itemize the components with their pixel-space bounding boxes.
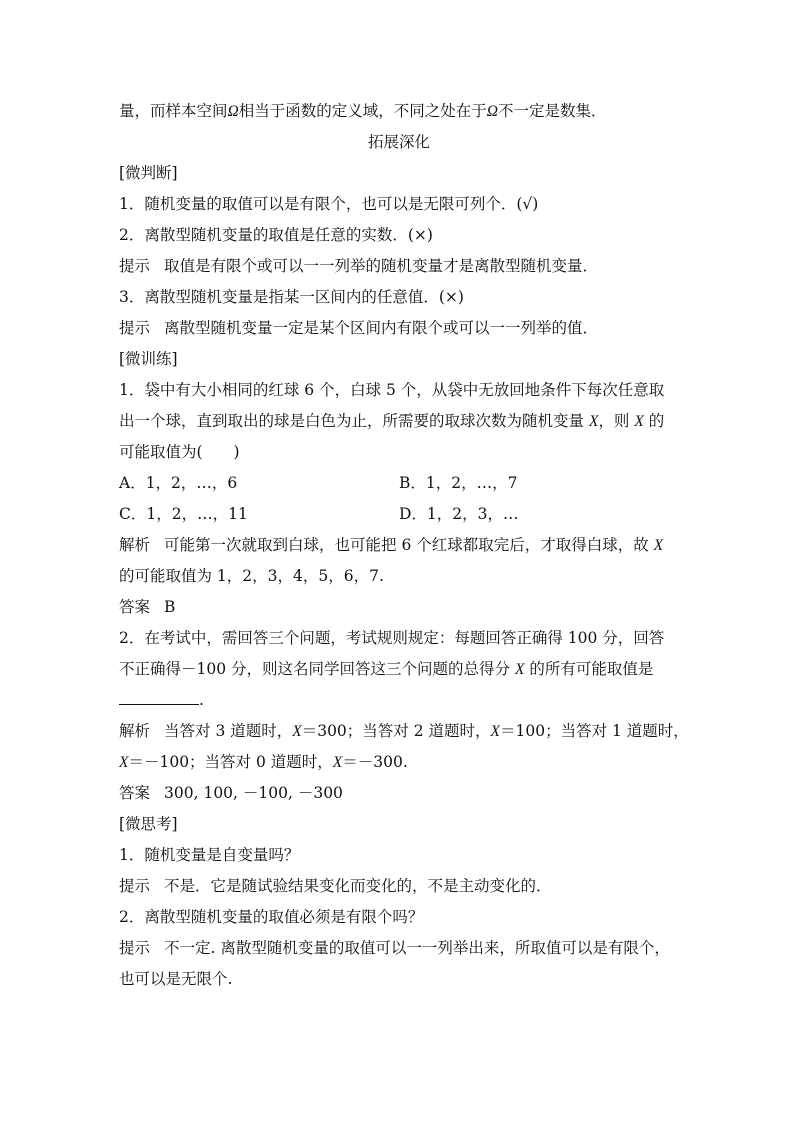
- omega-symbol: Ω: [227, 103, 239, 120]
- answer-blank: [119, 686, 199, 705]
- q2-analysis-line-1: [119, 716, 689, 747]
- hint-label: 提示: [119, 257, 151, 275]
- variable-x: X: [653, 537, 664, 554]
- q1-analysis-line-2: 的可能取值为 1，2，3，4，5，6，7.: [119, 567, 384, 585]
- q1-text: 的: [643, 412, 665, 430]
- analysis-text: 可能第一次就取到白球，也可能把 6 个红球都取完后，才取得白球，故: [164, 536, 654, 554]
- analysis-label: 解析: [119, 722, 151, 740]
- analysis-label: 解析: [119, 536, 151, 554]
- judge-header: [微判断]: [119, 164, 178, 182]
- hint-text: 不是．它是随试验结果变化而变化的，不是主动变化的．: [164, 877, 552, 895]
- judge-item-1: 1．随机变量的取值可以是有限个，也可以是无限可列个．(√): [119, 195, 539, 213]
- option-d: D．1，2，3，…: [399, 505, 519, 523]
- analysis-text: ＝－100；当答对 0 道题时，: [128, 753, 333, 771]
- option-b: B．1，2，…，7: [399, 474, 518, 492]
- document-page: [119, 96, 689, 995]
- hint-text: 不一定. 离散型随机变量的取值可以一一列举出来，所取值可以是有限个，: [164, 939, 670, 957]
- hint-label: 提示: [119, 877, 151, 895]
- omega-symbol: Ω: [486, 103, 498, 120]
- q1-answer: [119, 592, 679, 623]
- q2-end: .: [199, 691, 204, 709]
- judge-hint-1: [119, 251, 679, 282]
- train-header: [微训练]: [119, 350, 178, 368]
- q1-text: 出一个球，直到取出的球是白色为止，所需要的取球次数为随机变量: [119, 412, 589, 430]
- intro-paragraph: [119, 96, 679, 127]
- train-q2-line-3: [119, 685, 679, 716]
- variable-x: X: [490, 723, 500, 740]
- train-q1-line-1: 1．袋中有大小相同的红球 6 个，白球 5 个，从袋中无放回地条件下每次任意取: [119, 381, 665, 399]
- analysis-text: ＝100；当答对 1 道题时，: [499, 722, 689, 740]
- judge-item-3: 3．离散型随机变量是指某一区间内的任意值．(×): [119, 288, 464, 306]
- answer-value: 300, 100, －100, －300: [164, 784, 343, 802]
- think-header: [微思考]: [119, 815, 178, 833]
- think-hint-1: [119, 871, 679, 902]
- variable-x: X: [588, 413, 599, 430]
- variable-x: X: [119, 754, 129, 771]
- intro-text-3: 不一定是数集．: [497, 102, 607, 120]
- intro-text-1: 量，而样本空间: [119, 102, 228, 120]
- train-q2-line-2: [119, 654, 679, 685]
- option-c: C．1，2，…，11: [119, 505, 248, 523]
- q2-analysis-line-2: [119, 747, 679, 778]
- q1-analysis-line-1: [119, 530, 679, 561]
- q1-text: ，则: [598, 412, 635, 430]
- judge-hint-2: [119, 313, 679, 344]
- q1-options-row-1: [119, 468, 679, 499]
- hint-text: 取值是有限个或可以一一列举的随机变量才是离散型随机变量．: [164, 257, 599, 275]
- train-q2-line-1: 2．在考试中，需回答三个问题，考试规则规定：每题回答正确得 100 分，回答: [119, 629, 665, 647]
- think-hint-2-line-2: 也可以是无限个.: [119, 970, 233, 988]
- analysis-text: ＝－300.: [342, 753, 408, 771]
- think-q2: 2．离散型随机变量的取值必须是有限个吗？: [119, 908, 424, 926]
- hint-label: 提示: [119, 939, 151, 957]
- think-q1: 1．随机变量是自变量吗？: [119, 846, 300, 864]
- answer-label: 答案: [119, 784, 151, 802]
- variable-x: X: [292, 723, 302, 740]
- variable-x: X: [514, 661, 525, 678]
- q2-answer: [119, 778, 679, 809]
- variable-x: X: [332, 754, 343, 771]
- hint-label: 提示: [119, 319, 151, 337]
- answer-label: 答案: [119, 598, 151, 616]
- judge-item-2: 2．离散型随机变量的取值是任意的实数．(×): [119, 226, 433, 244]
- analysis-text: ＝300；当答对 2 道题时，: [301, 722, 491, 740]
- answer-value: B: [164, 598, 176, 616]
- think-hint-2-line-1: [119, 933, 679, 964]
- intro-text-2: 相当于函数的定义域，不同之处在于: [238, 102, 487, 120]
- option-a: A．1，2，…，6: [119, 474, 238, 492]
- train-q1-line-3: 可能取值为( ): [119, 443, 240, 461]
- q2-text: 的所有可能取值是: [524, 660, 654, 678]
- analysis-text: 当答对 3 道题时，: [164, 722, 293, 740]
- hint-text: 离散型随机变量一定是某个区间内有限个或可以一一列举的值．: [164, 319, 599, 337]
- variable-x: X: [634, 413, 644, 430]
- q1-options-row-2: [119, 499, 679, 530]
- section-title: 拓展深化: [367, 133, 430, 151]
- train-q1-line-2: [119, 406, 679, 437]
- q2-text: 不正确得－100 分，则这名同学回答这三个问题的总得分: [119, 660, 515, 678]
